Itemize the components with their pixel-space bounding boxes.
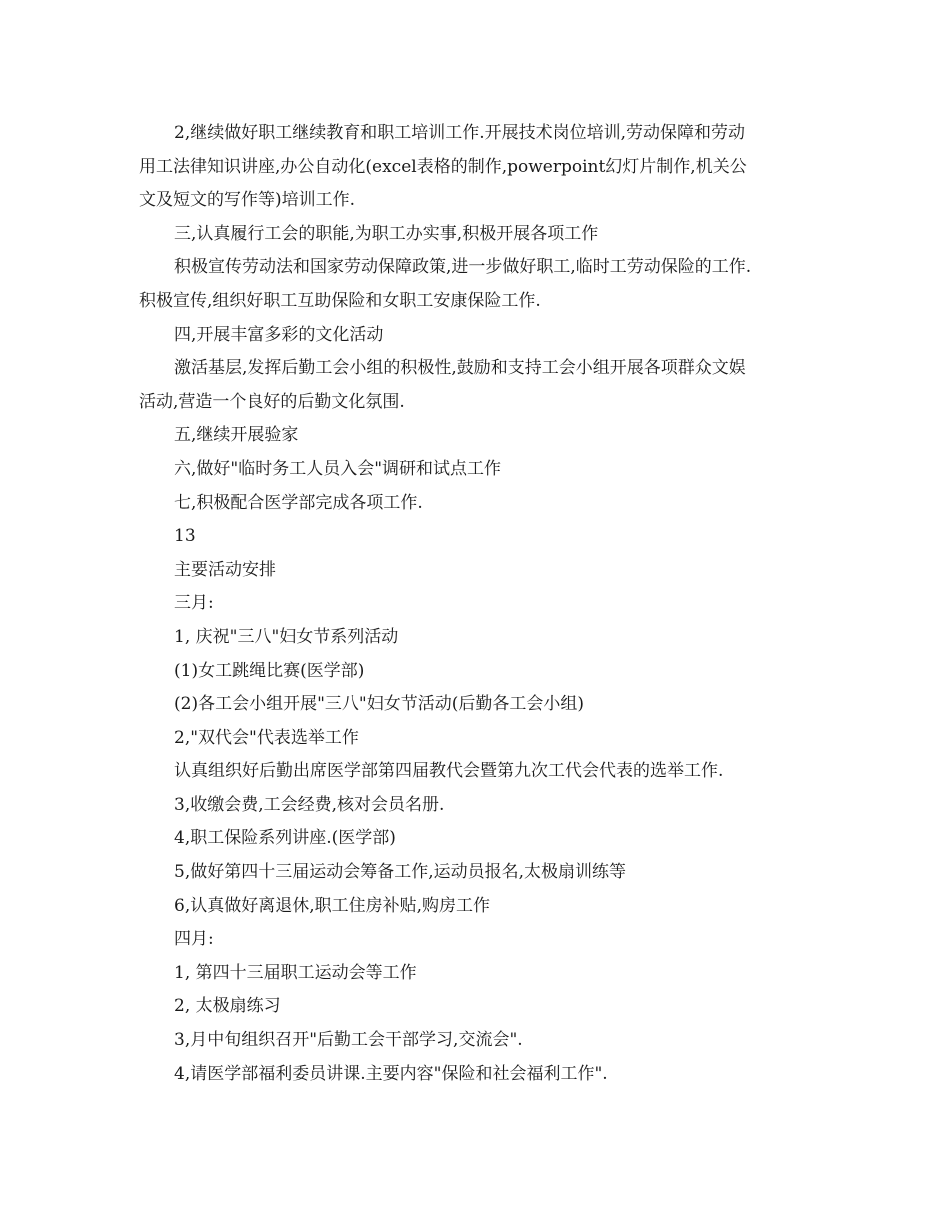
- section-heading: 七,积极配合医学部完成各项工作.: [174, 492, 423, 513]
- text-line: 活动,营造一个良好的后勤文化氛围.: [139, 391, 405, 412]
- section-heading: 三,认真履行工会的职能,为职工办实事,积极开展各项工作: [174, 223, 599, 244]
- section-heading: 六,做好"临时务工人员入会"调研和试点工作: [174, 458, 502, 479]
- list-item: 4,请医学部福利委员讲课.主要内容"保险和社会福利工作".: [174, 1063, 608, 1084]
- text-line: 用工法律知识讲座,办公自动化(excel表格的制作,powerpoint幻灯片制作,机关公: [139, 156, 747, 177]
- section-heading: 四,开展丰富多彩的文化活动: [174, 324, 384, 345]
- text-line: 认真组织好后勤出席医学部第四届教代会暨第九次工代会代表的选举工作.: [174, 761, 724, 782]
- section-heading: 五,继续开展验家: [174, 425, 299, 446]
- text-line: 积极宣传,组织好职工互助保险和女职工安康保险工作.: [139, 290, 541, 311]
- list-item: (1)女工跳绳比赛(医学部): [174, 660, 365, 681]
- text-line: 积极宣传劳动法和国家劳动保障政策,进一步做好职工,临时工劳动保险的工作.: [174, 257, 752, 278]
- list-item: 1, 庆祝"三八"妇女节系列活动: [174, 626, 399, 647]
- list-item: 2, 太极扇练习: [174, 996, 281, 1017]
- text-line: 13: [174, 526, 196, 547]
- list-item: 4,职工保险系列讲座.(医学部): [174, 828, 396, 849]
- section-heading: 主要活动安排: [174, 559, 276, 580]
- text-line: 激活基层,发挥后勤工会小组的积极性,鼓励和支持工会小组开展各项群众文娱: [174, 358, 746, 379]
- list-item: (2)各工会小组开展"三八"妇女节活动(后勤各工会小组): [174, 694, 584, 715]
- list-item: 5,做好第四十三届运动会筹备工作,运动员报名,太极扇训练等: [174, 862, 627, 883]
- text-line: 2,继续做好职工继续教育和职工培训工作.开展技术岗位培训,劳动保障和劳动: [174, 123, 746, 143]
- list-item: 3,收缴会费,工会经费,核对会员名册.: [174, 794, 445, 815]
- list-item: 3,月中旬组织召开"后勤工会干部学习,交流会".: [174, 1030, 523, 1051]
- list-item: 1, 第四十三届职工运动会等工作: [174, 962, 417, 983]
- month-heading: 四月:: [174, 929, 214, 950]
- list-item: 6,认真做好离退休,职工住房补贴,购房工作: [174, 895, 491, 916]
- month-heading: 三月:: [174, 593, 214, 614]
- list-item: 2,"双代会"代表选举工作: [174, 727, 359, 748]
- document-body: [139, 117, 815, 1091]
- text-line: 文及短文的写作等)培训工作.: [139, 190, 356, 211]
